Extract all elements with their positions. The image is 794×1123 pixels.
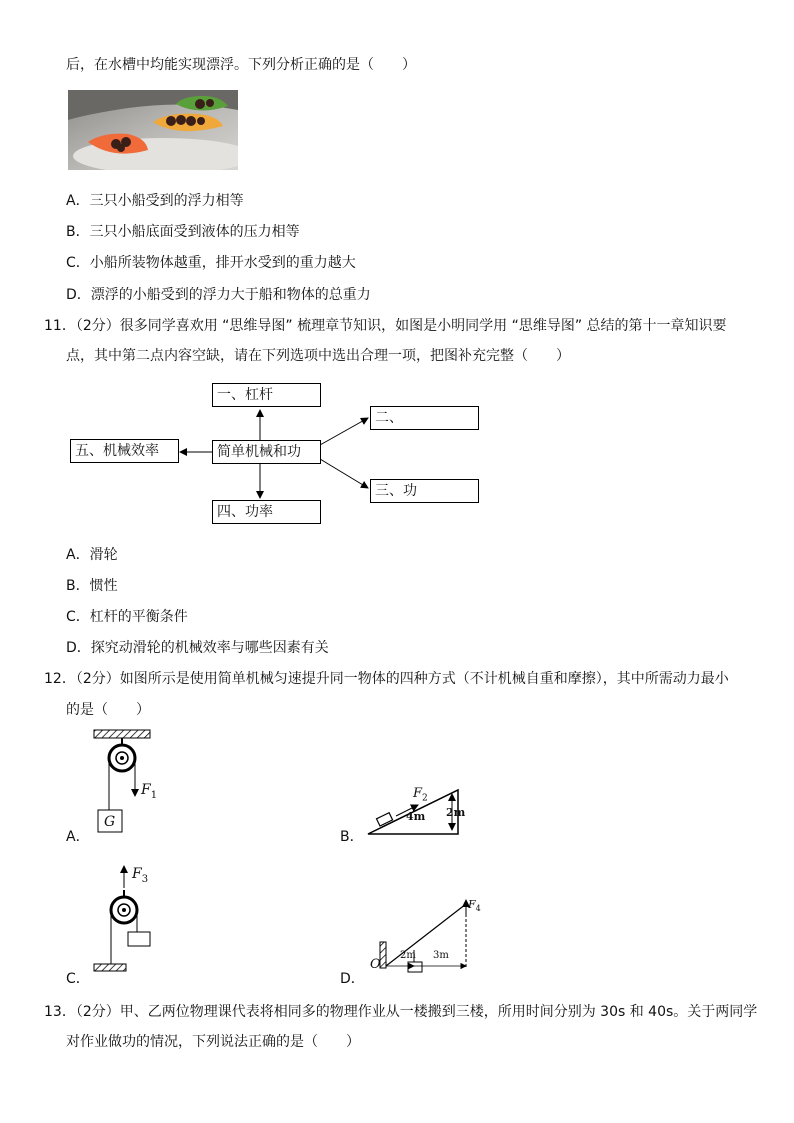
q10-option-b: B．三只小船底面受到液体的压力相等 (66, 224, 300, 240)
mindmap-node-work: 三、功 (370, 479, 479, 503)
q12-stem-line2: 的是（ ） (66, 702, 150, 718)
fig-b-height-label: 2m (446, 806, 466, 819)
fig-d-pivot-label: O (370, 957, 381, 972)
fig-a-weight-label: G (104, 814, 116, 830)
fig-d-lever (366, 896, 476, 980)
q11-option-c: C．杠杆的平衡条件 (66, 609, 188, 625)
mindmap-node-blank: 二、 (370, 406, 479, 430)
q11-option-d: D．探究动滑轮的机械效率与哪些因素有关 (66, 640, 329, 656)
q10-option-c: C．小船所装物体越重，排开水受到的重力越大 (66, 255, 356, 271)
fig-b-force-label: $F_2$ (413, 786, 428, 804)
fig-a-force-label: $F_1$ (141, 782, 158, 801)
q12-stem-line1: 12．（2分）如图所示是使用简单机械匀速提升同一物体的四种方式（不计机械自重和摩擦），其中所需动力最小 (44, 671, 729, 687)
mindmap-node-efficiency: 五、机械效率 (70, 439, 179, 463)
fig-c-force-label: $F_3$ (132, 866, 149, 885)
q13-stem-line1: 13．（2分）甲、乙两位物理课代表将相同多的物理作业从一楼搬到三楼，所用时间分别为 30s 和 40s。关于两同学 (44, 1004, 758, 1020)
q10-stem-tail: 后，在水槽中均能实现漂浮。下列分析正确的是（ ） (66, 57, 416, 73)
q10-option-a: A．三只小船受到的浮力相等 (66, 193, 244, 209)
fig-b-slope-label: 4m (406, 810, 426, 823)
fig-c-movable-pulley (90, 862, 160, 974)
mindmap-node-lever: 一、杠杆 (212, 383, 321, 407)
mindmap-node-power: 四、功率 (212, 500, 321, 524)
fig-d-option-label: D． (340, 971, 365, 987)
mindmap-node-center: 简单机械和功 (212, 440, 321, 464)
fig-b-option-label: B． (340, 829, 364, 845)
fig-d-dist2-label: 3m (433, 950, 449, 961)
q11-stem-line2: 点，其中第二点内容空缺，请在下列选项中选出合理一项，把图补充完整（ ） (66, 348, 570, 364)
fig-a-option-label: A． (66, 829, 90, 845)
fig-d-dist1-label: 2m (400, 950, 416, 961)
q11-stem-line1: 11．（2分）很多同学喜欢用 “思维导图” 梳理章节知识，如图是小明同学用 “思维导图” 总结的第十一章知识要 (44, 318, 727, 334)
q13-stem-line2: 对作业做功的情况，下列说法正确的是（ ） (66, 1034, 360, 1050)
fig-d-force-label: $F_4$ (468, 898, 481, 914)
fig-c-option-label: C． (66, 971, 90, 987)
q11-option-a: A．滑轮 (66, 547, 118, 563)
q10-option-d: D．漂浮的小船受到的浮力大于船和物体的总重力 (66, 287, 371, 303)
q11-option-b: B．惯性 (66, 578, 118, 594)
